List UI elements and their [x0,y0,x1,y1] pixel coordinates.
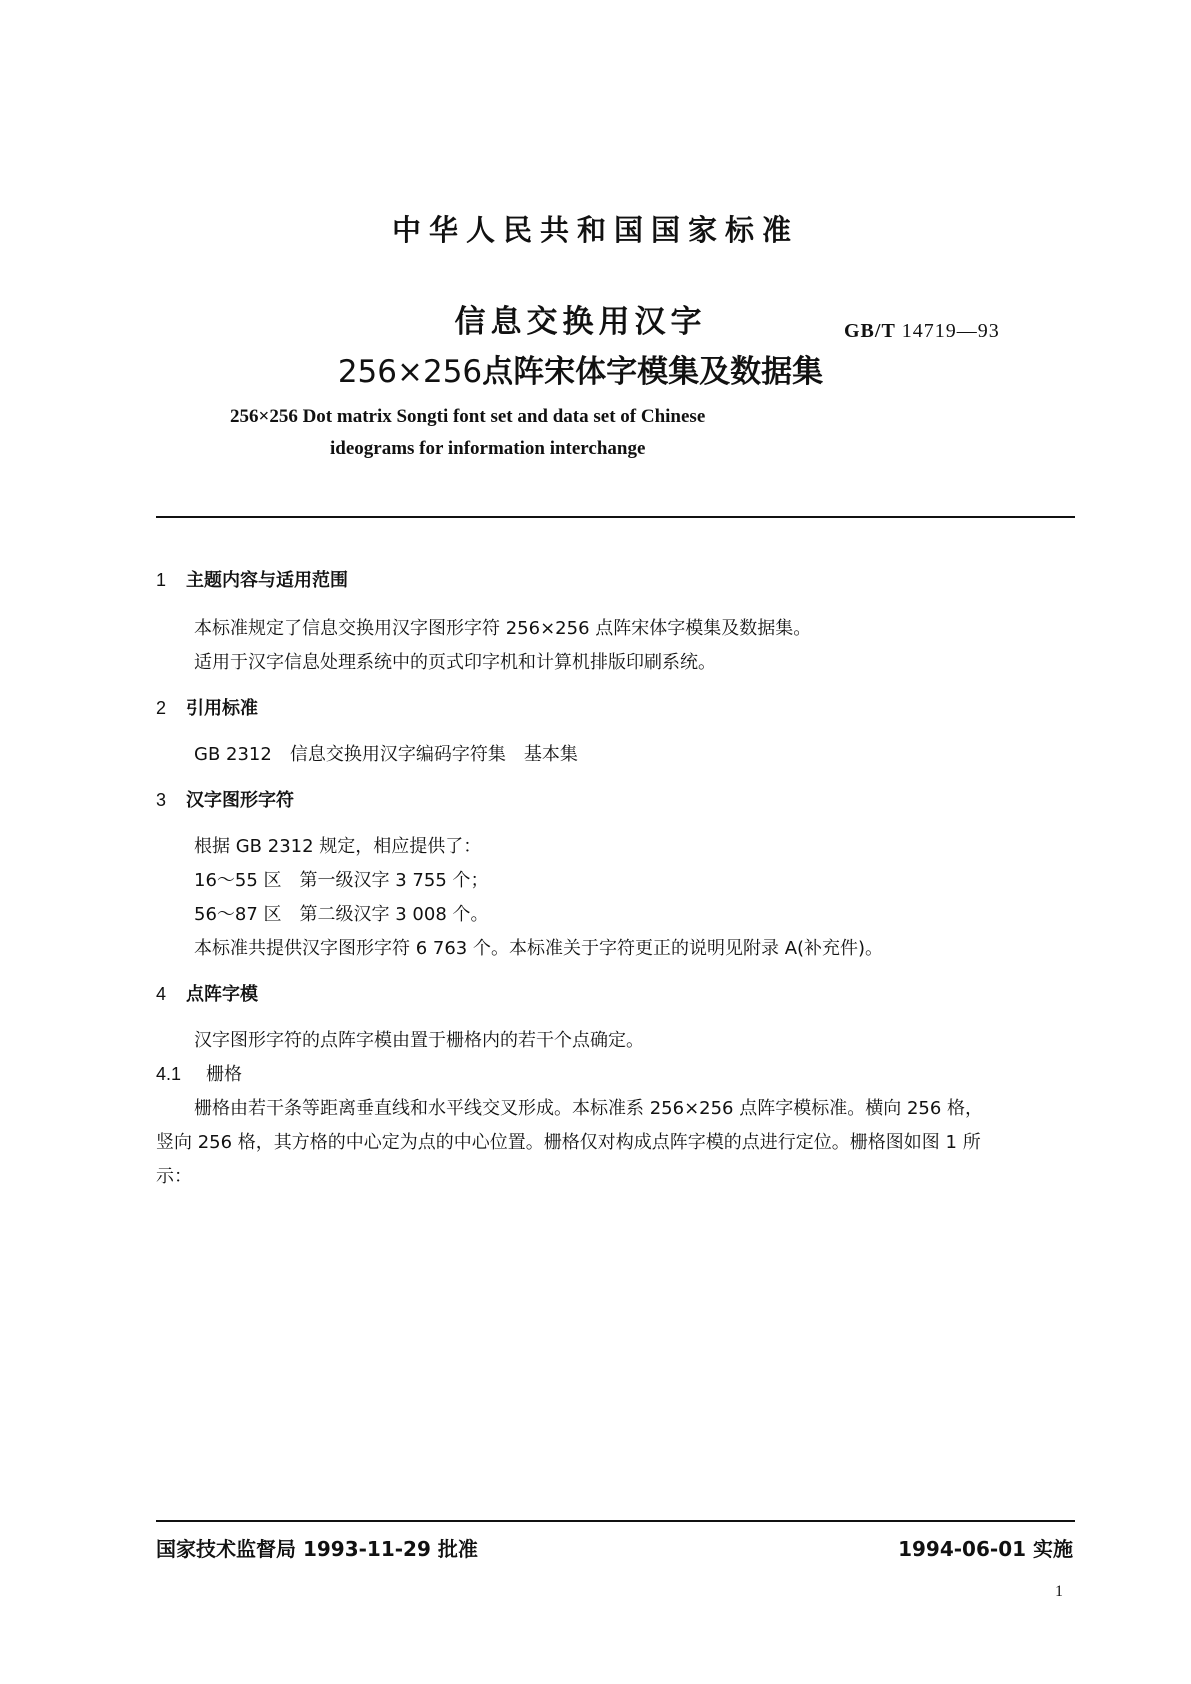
paragraph: 适用于汉字信息处理系统中的页式印字机和计算机排版印刷系统。 [194,652,716,673]
implementation-date: 1994-06-01 实施 [898,1537,1073,1561]
section-number: 3 [156,790,167,810]
paragraph: 本标准共提供汉字图形字符 6 763 个。本标准关于字符更正的说明见附录 A(补充件)。 [194,938,884,959]
paragraph: 本标准规定了信息交换用汉字图形字符 256×256 点阵宋体字模集及数据集。 [194,618,812,639]
section-number: 4 [156,984,167,1004]
standard-code-number: 14719—93 [901,320,1000,342]
section-title: 汉字图形字符 [186,790,294,811]
paragraph: 栅格由若干条等距离垂直线和水平线交叉形成。本标准系 256×256 点阵字模标准。横向 256 格， [194,1098,984,1119]
paragraph: 汉字图形字符的点阵字模由置于栅格内的若干个点确定。 [194,1030,644,1051]
section-3-heading [156,786,294,812]
section-number: 1 [156,570,167,590]
title-line-1: 信息交换用汉字 [454,304,707,340]
paragraph: 根据 GB 2312 规定，相应提供了： [194,836,482,857]
section-title: 引用标准 [186,698,258,719]
header-divider [156,516,1075,518]
standard-code [844,320,1000,343]
section-1-heading [156,566,348,592]
paragraph: 示： [156,1166,192,1187]
section-title: 点阵字模 [186,984,258,1005]
section-2-heading [156,694,258,720]
paragraph: 16～55 区 第一级汉字 3 755 个； [194,870,489,891]
paragraph: 56～87 区 第二级汉字 3 008 个。 [194,904,489,925]
title-line-2 [0,346,1191,391]
section-4-heading [156,980,258,1006]
english-title-line-2: ideograms for information interchange [330,438,646,459]
national-standard-heading: 中华人民共和国国家标准 [391,213,799,247]
english-title-line-1: 256×256 Dot matrix Songti font set and data set of Chinese [230,406,706,427]
section-number: 2 [156,698,167,718]
footer-divider [156,1520,1075,1522]
subsection-number: 4.1 [156,1064,182,1084]
title-line-2-text: 点阵宋体字模集及数据集 [482,354,824,390]
page-number: 1 [1055,1583,1063,1600]
approval-note: 国家技术监督局 1993-11-29 批准 [156,1537,478,1561]
standard-code-prefix: GB/T [844,320,896,342]
title-dimension: 256×256 [337,354,483,390]
subsection-title: 栅格 [206,1064,242,1085]
paragraph: 竖向 256 格，其方格的中心定为点的中心位置。栅格仅对构成点阵字模的点进行定位。栅格图如图 1 所 [156,1132,981,1153]
paragraph: GB 2312 信息交换用汉字编码字符集 基本集 [194,744,578,765]
subsection-4-1-heading [156,1060,242,1086]
section-title: 主题内容与适用范围 [186,570,348,591]
